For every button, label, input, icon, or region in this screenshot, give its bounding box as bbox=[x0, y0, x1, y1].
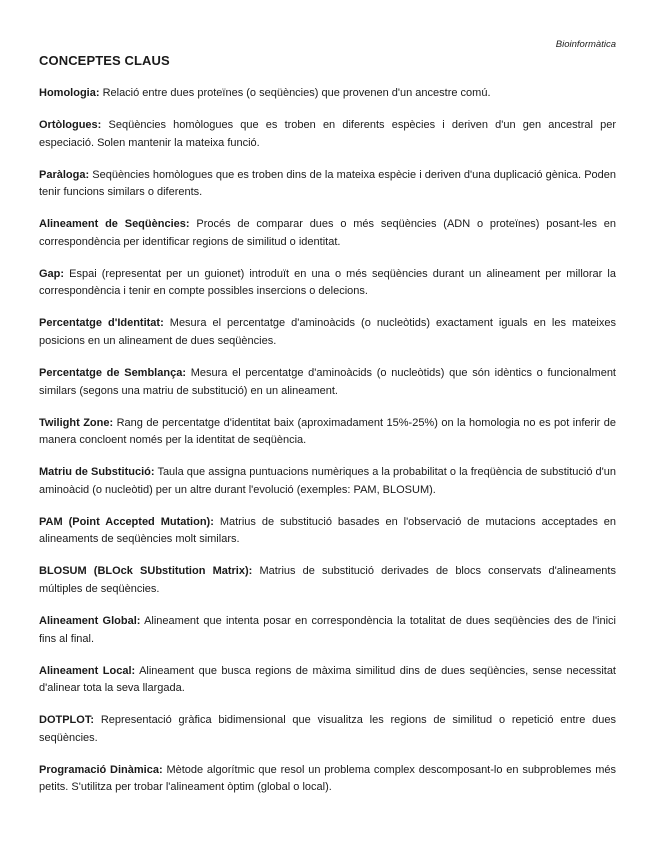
page-title: CONCEPTES CLAUS bbox=[39, 53, 170, 68]
definition-percentatge-identitat bbox=[39, 315, 616, 350]
definition-text: Matrius de substitució derivades de blocs conservats d'alineaments múltiples de seqüències. bbox=[39, 565, 616, 595]
page-header-subject: Bioinformàtica bbox=[555, 39, 616, 50]
definition-homologia bbox=[39, 85, 616, 103]
definition-text: Rang de percentatge d'identitat baix (aproximadament 15%-25%) on la homologia no es pot inferir de manera concloent només per la identitat de seqüència. bbox=[39, 416, 617, 447]
definition-text: Mètode algorítmic que resol un problema complex descomposant-lo en subproblemes més petits. S'utilitza per trobar l'alineament òptim (global o local). bbox=[39, 763, 616, 794]
definition-term: Alineament de Seqüències: bbox=[39, 218, 190, 231]
definition-term: Alineament Local: bbox=[39, 664, 136, 677]
definition-term: BLOSUM (BLOck SUbstitution Matrix): bbox=[39, 565, 253, 578]
definition-percentatge-semblanca bbox=[39, 365, 616, 400]
definition-dotplot bbox=[39, 712, 616, 747]
definition-text: Procés de comparar dues o més seqüències (ADN o proteïnes) posant-les en correspondència per identificar regions de similitud o identitat. bbox=[39, 218, 617, 248]
definition-term: Percentatge de Semblança: bbox=[39, 367, 186, 380]
definition-text: Taula que assigna puntuacions numèriques a la probabilitat o la freqüència de substitució d'un aminoàcid (o nucleòtid) per un altre durant l'evolució (exemples: PAM, BLOSUM). bbox=[39, 466, 617, 496]
definition-blosum bbox=[39, 563, 616, 598]
definition-term: Alineament Global: bbox=[39, 615, 141, 628]
definitions-list bbox=[39, 85, 616, 811]
definition-term: Paràloga: bbox=[39, 168, 90, 181]
definition-term: DOTPLOT: bbox=[39, 714, 94, 727]
definition-alineament-local bbox=[39, 663, 616, 698]
definition-text: Relació entre dues proteïnes (o seqüències) que provenen d'un ancestre comú. bbox=[102, 87, 491, 99]
definition-alineament-global bbox=[39, 613, 616, 648]
definition-ortologues bbox=[39, 117, 616, 152]
definition-text: Seqüències homòlogues que es troben en diferents espècies i deriven d'un gen ancestral per especiació. Solen mantenir la mateixa funció. bbox=[39, 119, 616, 149]
definition-programacio-dinamica bbox=[39, 762, 616, 797]
definition-term: Programació Dinàmica: bbox=[39, 763, 163, 776]
definition-matriu-substitucio bbox=[39, 464, 616, 499]
definition-pam bbox=[39, 514, 616, 549]
definition-text: Alineament que busca regions de màxima similitud dins de dues seqüències, sense necessitat d'alinear tota la seva llargada. bbox=[39, 664, 616, 695]
definition-text: Matrius de substitució basades en l'observació de mutacions acceptades en alineaments de seqüències molt similars. bbox=[39, 515, 617, 546]
definition-term: Homologia: bbox=[39, 87, 100, 99]
definition-term: Gap: bbox=[39, 267, 65, 280]
definition-text: Seqüències homòlogues que es troben dins de la mateixa espècie i deriven d'una duplicació gènica. Poden tenir funcions similars o diferents. bbox=[39, 168, 616, 199]
definition-text: Mesura el percentatge d'aminoàcids (o nucleòtids) exactament iguals en les mateixes posicions en un alineament de dues seqüències. bbox=[39, 317, 616, 347]
definition-gap bbox=[39, 266, 616, 301]
definition-text: Espai (representat per un guionet) introduït en una o més seqüències durant un alineament per millorar la correspondència i tenir en compte possibles insercions o delecions. bbox=[39, 267, 616, 298]
definition-term: Twilight Zone: bbox=[39, 416, 114, 429]
definition-term: Percentatge d'Identitat: bbox=[39, 317, 164, 330]
definition-text: Representació gràfica bidimensional que visualitza les regions de similitud o repetició entre dues seqüències. bbox=[39, 714, 616, 744]
definition-twilight-zone bbox=[39, 415, 616, 450]
definition-text: Alineament que intenta posar en correspondència la totalitat de dues seqüències des de l'inici fins al final. bbox=[39, 615, 616, 645]
definition-term: Ortòlogues: bbox=[39, 119, 102, 132]
definition-term: Matriu de Substitució: bbox=[39, 466, 155, 479]
definition-alineament-sequencies bbox=[39, 216, 616, 251]
definition-term: PAM (Point Accepted Mutation): bbox=[39, 515, 214, 528]
definition-text: Mesura el percentatge d'aminoàcids (o nucleòtids) que són idèntics o funcionalment similars (segons una matriu de substitució) en un alineament. bbox=[39, 367, 616, 397]
definition-paraloga bbox=[39, 167, 616, 202]
